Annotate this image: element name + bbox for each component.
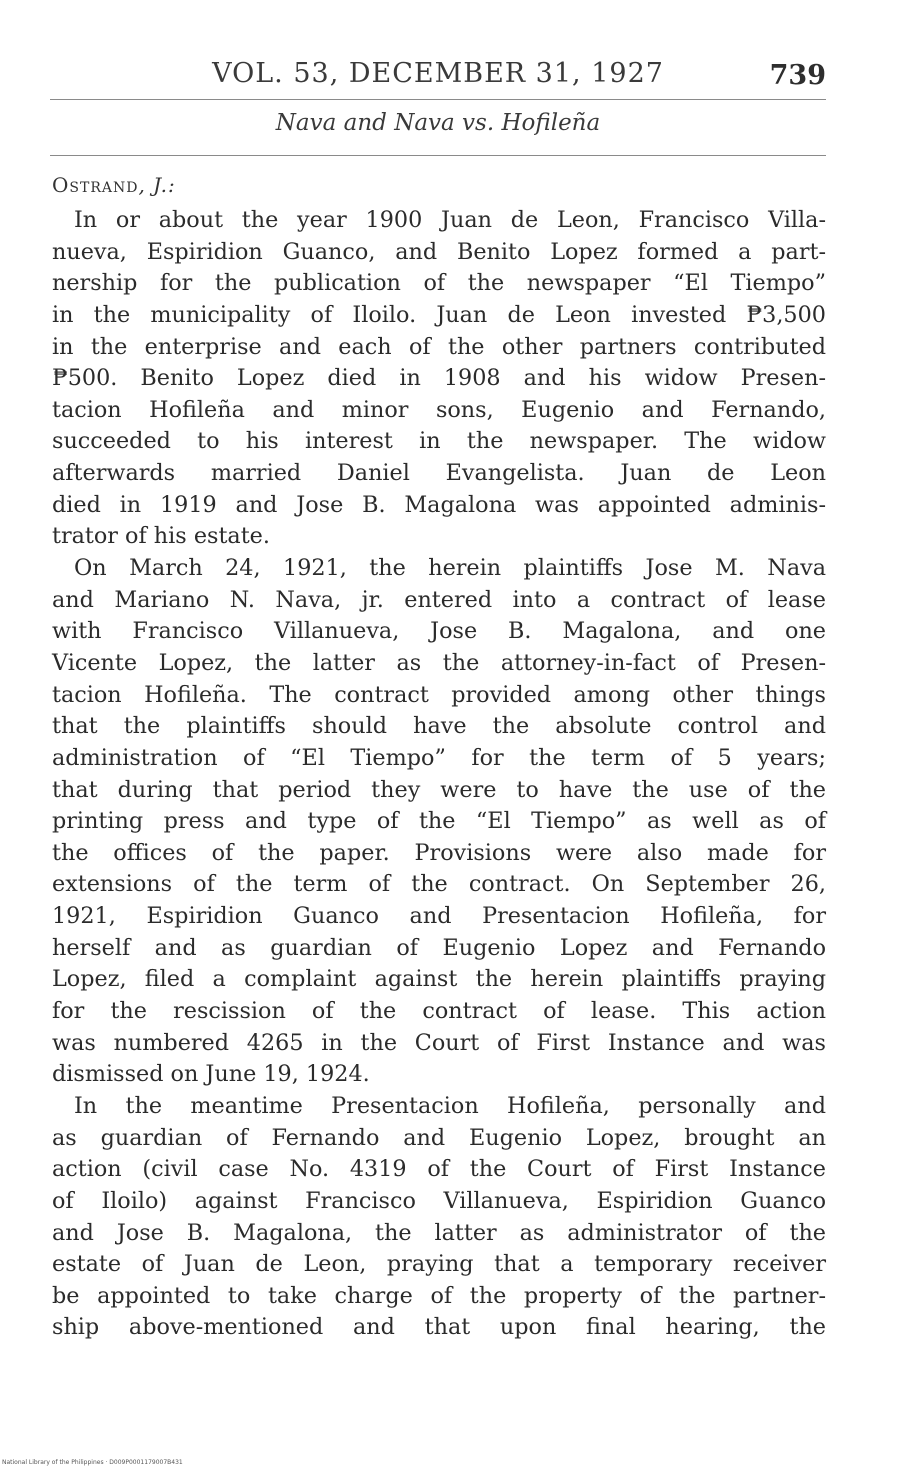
paragraph xyxy=(52,205,826,553)
text-line: tacion Hofileña. The contract provided among other things xyxy=(52,681,826,708)
text-line: that during that period they were to have the use of the xyxy=(52,776,826,803)
text-line: printing press and type of the “El Tiempo” as well as of xyxy=(52,808,826,835)
text-line: extensions of the term of the contract. On September 26, xyxy=(52,871,826,898)
header-rule-bottom xyxy=(50,155,826,156)
paragraph xyxy=(52,553,826,1091)
case-title: Nava and Nava vs. Hofileña xyxy=(275,110,601,136)
opinion-body xyxy=(52,205,826,1344)
author-name: Ostrand xyxy=(52,173,139,197)
text-line: administration of “El Tiempo” for the term of 5 years; xyxy=(52,744,826,771)
text-line: In the meantime Presentacion Hofileña, personally and xyxy=(74,1092,826,1119)
text-line: ₱500. Benito Lopez died in 1908 and his widow Presen- xyxy=(52,365,826,392)
text-line: afterwards married Daniel Evangelista. Juan de Leon xyxy=(52,460,826,487)
text-line: herself and as guardian of Eugenio Lopez and Fernando xyxy=(52,934,826,961)
text-line: Vicente Lopez, the latter as the attorney-in-fact of Presen- xyxy=(52,649,826,676)
text-line: died in 1919 and Jose B. Magalona was appointed adminis- xyxy=(52,491,826,518)
text-line: and Jose B. Magalona, the latter as administrator of the xyxy=(52,1219,826,1246)
text-line: was numbered 4265 in the Court of First Instance and was xyxy=(52,1029,826,1056)
text-line: the offices of the paper. Provisions were also made for xyxy=(52,839,826,866)
running-header xyxy=(50,58,826,98)
text-line: as guardian of Fernando and Eugenio Lopez, brought an xyxy=(52,1124,826,1151)
text-line: dismissed on June 19, 1924. xyxy=(52,1061,370,1088)
text-line: ship above-mentioned and that upon final hearing, the xyxy=(52,1314,826,1341)
header-rule-top xyxy=(50,99,826,100)
text-line: succeeded to his interest in the newspaper. The widow xyxy=(52,428,826,455)
paragraph xyxy=(52,1091,826,1344)
text-line: and Mariano N. Nava, jr. entered into a contract of lease xyxy=(52,586,826,613)
text-line: Lopez, filed a complaint against the herein plaintiffs praying xyxy=(52,966,826,993)
text-line: that the plaintiffs should have the absolute control and xyxy=(52,713,826,740)
author-suffix: , J.: xyxy=(138,173,176,197)
text-line: On March 24, 1921, the herein plaintiffs Jose M. Nava xyxy=(74,555,826,582)
running-title: VOL. 53, DECEMBER 31, 1927 xyxy=(212,58,664,89)
text-line: estate of Juan de Leon, praying that a temporary receiver xyxy=(52,1251,826,1278)
text-line: for the rescission of the contract of lease. This action xyxy=(52,998,826,1025)
text-line: trator of his estate. xyxy=(52,523,270,550)
text-line: be appointed to take charge of the property of the partner- xyxy=(52,1282,826,1309)
text-line: of Iloilo) against Francisco Villanueva, Espiridion Guanco xyxy=(52,1187,826,1214)
text-line: with Francisco Villanueva, Jose B. Magalona, and one xyxy=(52,618,826,645)
text-line: tacion Hofileña and minor sons, Eugenio and Fernando, xyxy=(52,396,826,423)
text-line: in the municipality of Iloilo. Juan de Leon invested ₱3,500 xyxy=(52,301,826,328)
text-line: action (civil case No. 4319 of the Court of First Instance xyxy=(52,1156,826,1183)
text-line: In or about the year 1900 Juan de Leon, Francisco Villa- xyxy=(74,207,826,233)
opinion-author xyxy=(52,173,176,197)
text-line: nueva, Espiridion Guanco, and Benito Lopez formed a part- xyxy=(52,238,826,265)
library-stamp: National Library of the Philippines · D009P0001179007B431 xyxy=(2,1459,183,1466)
text-line: nership for the publication of the newspaper “El Tiempo” xyxy=(52,270,826,297)
text-line: 1921, Espiridion Guanco and Presentacion Hofileña, for xyxy=(52,903,826,930)
page-number: 739 xyxy=(769,60,826,91)
text-line: in the enterprise and each of the other partners contributed xyxy=(52,333,826,360)
